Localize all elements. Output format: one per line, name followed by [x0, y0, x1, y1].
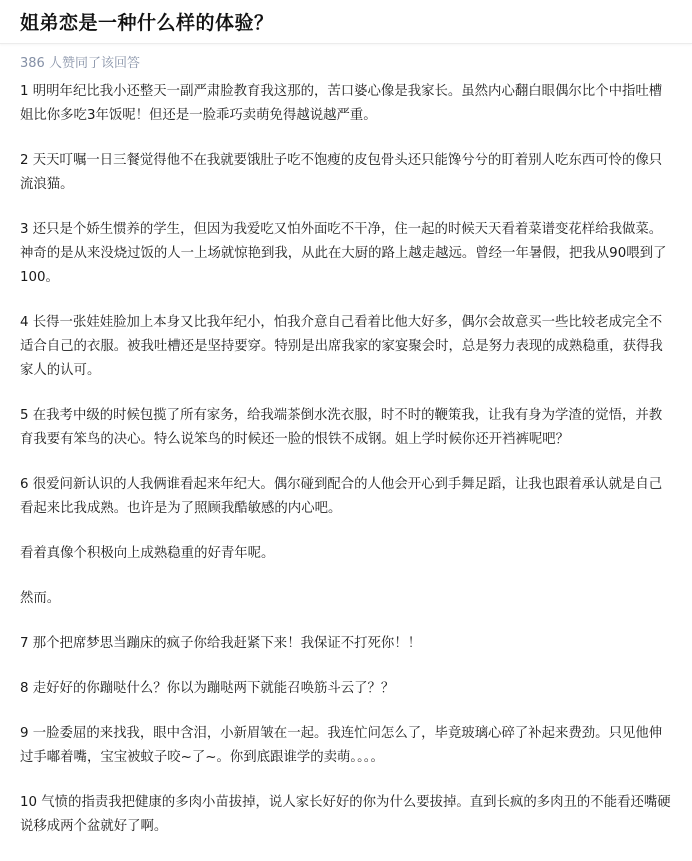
answer-paragraph-10: 8 走好好的你蹦哒什么？你以为蹦哒两下就能召唤筋斗云了？？: [20, 681, 395, 696]
answer-paragraph-9: 7 那个把席梦思当蹦床的疯子你给我赶紧下来！我保证不打死你！！: [20, 636, 422, 651]
answer-paragraph-11: 9 一脸委屈的来找我，眼中含泪，小新眉皱在一起。我连忙问怎么了，毕竟玻璃心碎了补起来费劲。只见他伸过手嘟着嘴，宝宝被蚊子咬~了~。你到底跟谁学的卖萌。。。。: [20, 726, 663, 765]
answer-paragraph-2: 2 天天叮嘱一日三餐觉得他不在我就要饿肚子吃不饱瘦的皮包骨头还只能馋兮兮的盯着别人吃东西可怜的像只流浪猫。: [20, 153, 663, 192]
answer-paragraph-6: 6 很爱问新认识的人我俩谁看起来年纪大。偶尔碰到配合的人他会开心到手舞足蹈，让我也跟着承认就是自己看起来比我成熟。也许是为了照顾我酷敏感的内心吧。: [20, 477, 663, 516]
question-title[interactable]: 姐弟恋是一种什么样的体验？: [20, 12, 274, 34]
answer-paragraph-5: 5 在我考中级的时候包揽了所有家务，给我端茶倒水洗衣服，时不时的鞭策我，让我有身为学渣的觉悟，并教育我要有笨鸟的决心。特么说笨鸟的时候还一脸的恨铁不成钢。姐上学时候你还开裆裤呢吧？: [20, 408, 663, 447]
question-header: [0, 0, 692, 44]
answer-paragraph-3: 3 还只是个娇生惯养的学生，但因为我爱吃又怕外面吃不干净，住一起的时候天天看着菜谱变花样给我做菜。神奇的是从来没烧过饭的人一上场就惊艳到我，从此在大厨的路上越走越远。曾经一年暑假，把我从90喂到了100。: [20, 222, 667, 285]
answer-paragraph-1: 1 明明年纪比我小还整天一副严肃脸教育我这那的，苦口婆心像是我家长。虽然内心翻白眼偶尔比个中指吐槽姐比你多吃3年饭呢！但还是一脸乖巧卖萌免得越说越严重。: [20, 84, 663, 123]
answer-paragraph-12: 10 气愤的指责我把健康的多肉小苗拔掉，说人家长好好的你为什么要拔掉。直到长疯的多肉丑的不能看还嘴硬说移成两个盆就好了啊。: [20, 795, 671, 834]
answer-paragraph-4: 4 长得一张娃娃脸加上本身又比我年纪小，怕我介意自己看着比他大好多，偶尔会故意买一些比较老成完全不适合自己的衣服。被我吐槽还是坚持要穿。特别是出席我家的家宴聚会时，总是努力表现的成熟稳重，获得我家人的认可。: [20, 315, 663, 378]
answer-paragraph-7: 看着真像个积极向上成熟稳重的好青年呢。: [20, 546, 275, 561]
answer-content: [0, 44, 692, 839]
vote-count: 386 人赞同了该回答: [20, 56, 140, 71]
answer-paragraph-8: 然而。: [20, 591, 61, 606]
